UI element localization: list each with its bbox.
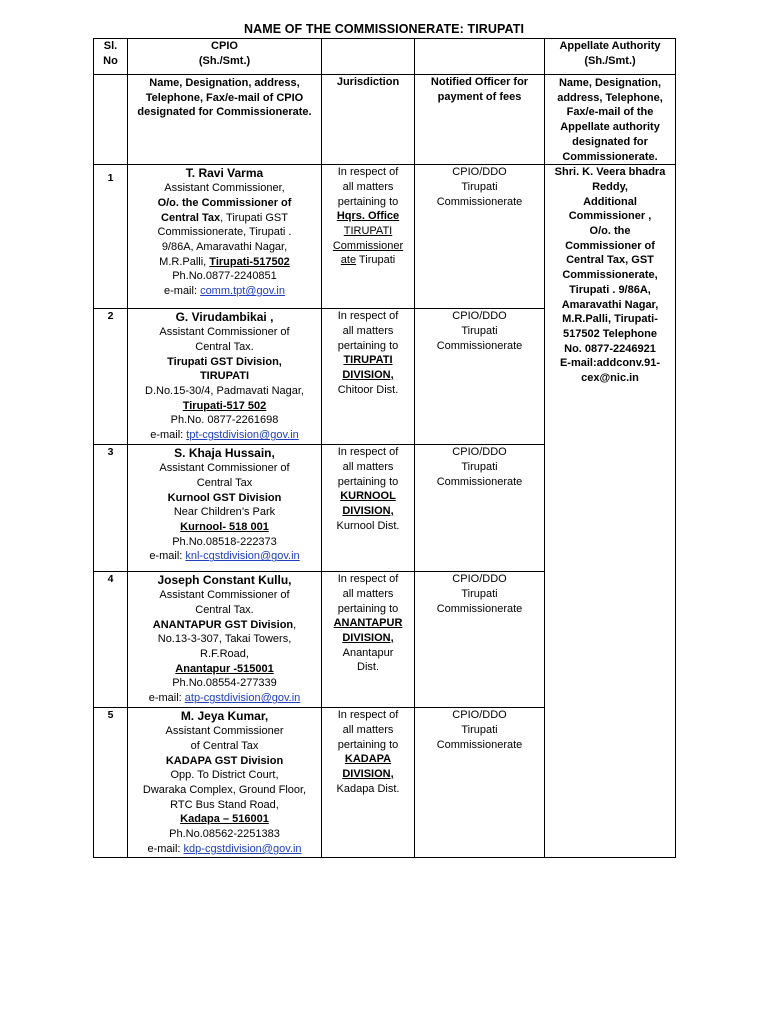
- email-link[interactable]: comm.tpt@gov.in: [200, 285, 285, 298]
- table-row: [94, 165, 676, 309]
- cpio-details: T. Ravi Varma Assistant Commissioner, O/o. the Commissioner of Central Tax, Tirupati GST Commissionerate, Tirupati . 9/86A, Amaravathi Nagar, M.R.Palli, Tirupati-517502 Ph.No.0877-2240851 e-mail: comm.tpt@gov.in: [128, 165, 322, 309]
- cpio-details: Joseph Constant Kullu, Assistant Commissioner of Central Tax. ANANTAPUR GST Division, No.13-3-307, Takai Towers, R.F.Road, Anantapur -515001 Ph.No.08554-277339 e-mail: atp-cgstdivision@gov.in: [128, 572, 322, 708]
- header-appellate: Appellate Authority (Sh./Smt.): [545, 39, 676, 75]
- row-sl-no: 1: [94, 165, 128, 309]
- email-link[interactable]: atp-cgstdivision@gov.in: [184, 692, 301, 705]
- row-sl-no: 3: [94, 445, 128, 572]
- row-sl-no: 4: [94, 572, 128, 708]
- row-sl-no: 2: [94, 309, 128, 445]
- phone-number: Ph.No. 0877-2261698: [170, 414, 279, 427]
- jurisdiction-cell: In respect of all matters pertaining to Hqrs. Office TIRUPATI Commissioner ate Tirupati: [322, 165, 415, 309]
- phone-number: Ph.No.08554-277339: [172, 677, 277, 690]
- cpio-details: M. Jeya Kumar, Assistant Commissioner of Central Tax KADAPA GST Division Opp. To District Court, Dwaraka Complex, Ground Floor, RTC Bus Stand Road, Kadapa – 516001 Ph.No.08562-2251383 e-mail: kdp-cgstdivision@gov.in: [128, 708, 322, 858]
- jurisdiction-cell: In respect of all matters pertaining to KURNOOL DIVISION, Kurnool Dist.: [322, 445, 415, 572]
- header-sl-no: Sl. No: [94, 39, 128, 75]
- notified-officer-cell: CPIO/DDO Tirupati Commissionerate: [415, 445, 545, 572]
- notified-officer-cell: CPIO/DDO Tirupati Commissionerate: [415, 165, 545, 309]
- notified-officer-cell: CPIO/DDO Tirupati Commissionerate: [415, 309, 545, 445]
- cpio-details: G. Virudambikai , Assistant Commissioner of Central Tax. Tirupati GST Division, TIRUPATI D.No.15-30/4, Padmavati Nagar, Tirupati-517 502 Ph.No. 0877-2261698 e-mail: tpt-cgstdivision@gov.in: [128, 309, 322, 445]
- cpio-table: [93, 38, 676, 858]
- header-cpio: CPIO (Sh./Smt.): [128, 39, 322, 75]
- page-title: NAME OF THE COMMISSIONERATE: TIRUPATI: [243, 22, 525, 36]
- jurisdiction-cell: In respect of all matters pertaining to ANANTAPUR DIVISION, Anantapur Dist.: [322, 572, 415, 708]
- header-jurisdiction: Jurisdiction: [322, 75, 415, 165]
- cpio-details: S. Khaja Hussain, Assistant Commissioner of Central Tax Kurnool GST Division Near Children’s Park Kurnool- 518 001 Ph.No.08518-222373 e-mail: knl-cgstdivision@gov.in: [128, 445, 322, 572]
- email-link[interactable]: knl-cgstdivision@gov.in: [185, 550, 300, 563]
- phone-number: Ph.No.0877-2240851: [172, 270, 277, 283]
- phone-number: Ph.No.08562-2251383: [169, 828, 280, 841]
- cpio-name: G. Virudambikai ,: [175, 310, 274, 325]
- header-blank-2: [415, 39, 545, 75]
- jurisdiction-cell: In respect of all matters pertaining to TIRUPATI DIVISION, Chitoor Dist.: [322, 309, 415, 445]
- jurisdiction-cell: In respect of all matters pertaining to KADAPA DIVISION, Kadapa Dist.: [322, 708, 415, 858]
- phone-number: Ph.No.08518-222373: [172, 535, 277, 548]
- cpio-name: T. Ravi Varma: [185, 166, 264, 181]
- cpio-name: S. Khaja Hussain,: [174, 446, 275, 461]
- header-appellate-desc: Name, Designation, address, Telephone, Fax/e-mail of the Appellate authority designated for Commissionerate.: [545, 75, 676, 165]
- header-notified-officer: Notified Officer for payment of fees: [415, 75, 545, 165]
- header-row-1: [94, 39, 676, 75]
- header-blank-sl: [94, 75, 128, 165]
- notified-officer-cell: CPIO/DDO Tirupati Commissionerate: [415, 572, 545, 708]
- cpio-name: M. Jeya Kumar,: [180, 709, 269, 724]
- header-row-2: [94, 75, 676, 165]
- email-link[interactable]: kdp-cgstdivision@gov.in: [183, 842, 302, 855]
- header-cpio-desc: Name, Designation, address, Telephone, Fax/e-mail of CPIO designated for Commissionerate.: [128, 75, 322, 165]
- row-sl-no: 5: [94, 708, 128, 858]
- email-link[interactable]: tpt-cgstdivision@gov.in: [186, 429, 299, 442]
- header-blank-1: [322, 39, 415, 75]
- notified-officer-cell: CPIO/DDO Tirupati Commissionerate: [415, 708, 545, 858]
- appellate-authority-cell: Shri. K. Veera bhadra Reddy, Additional Commissioner , O/o. the Commissioner of Central Tax, GST Commissionerate, Tirupati . 9/86A, Amaravathi Nagar, M.R.Palli, Tirupati- 517502 Telephone No. 0877-2246921 E-mail:addconv.91- cex@nic.in: [545, 165, 676, 858]
- cpio-name: Joseph Constant Kullu,: [157, 573, 292, 588]
